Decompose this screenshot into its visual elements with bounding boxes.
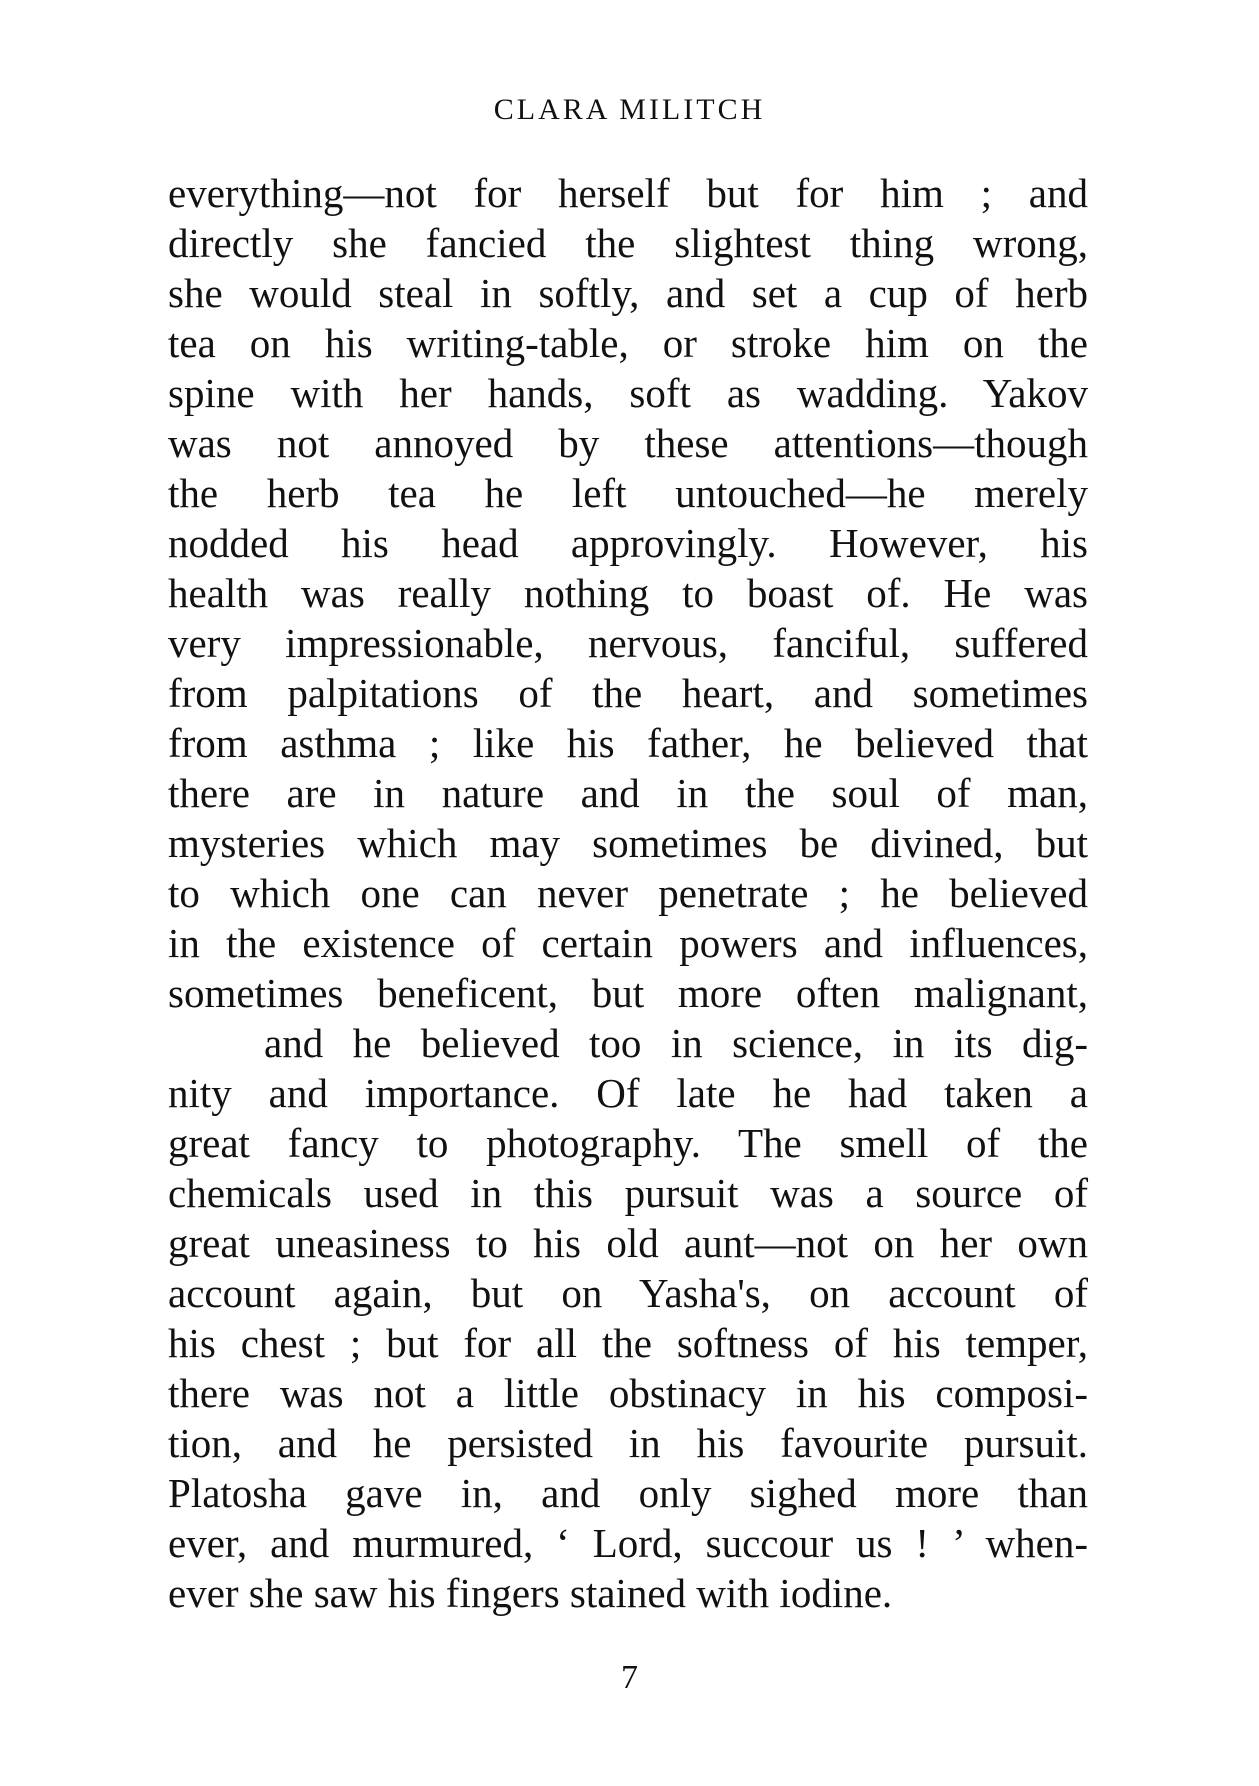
text-line: was not annoyed by these attentions—though bbox=[168, 420, 1088, 466]
text-line: sometimes beneficent, but more often malignant, bbox=[168, 970, 1088, 1016]
text-line: very impressionable, nervous, fanciful, suffered bbox=[168, 620, 1088, 666]
text-line: the herb tea he left untouched—he merely bbox=[168, 470, 1088, 516]
text-line: from palpitations of the heart, and sometimes bbox=[168, 670, 1088, 716]
paragraph-start-line: and he believed too in science, in its dig- bbox=[264, 1020, 1088, 1066]
text-line: his chest ; but for all the softness of his temper, bbox=[168, 1320, 1088, 1366]
body-text bbox=[168, 168, 1088, 1618]
text-line: directly she fancied the slightest thing wrong, bbox=[168, 220, 1088, 266]
text-line: Platosha gave in, and only sighed more than bbox=[168, 1470, 1088, 1516]
text-line: chemicals used in this pursuit was a source of bbox=[168, 1170, 1088, 1216]
text-line: to which one can never penetrate ; he believed bbox=[168, 870, 1088, 916]
running-title: CLARA MILITCH bbox=[493, 93, 766, 126]
text-line: there are in nature and in the soul of man, bbox=[168, 770, 1088, 816]
text-line: nity and importance. Of late he had taken a bbox=[168, 1070, 1088, 1116]
text-line: tion, and he persisted in his favourite pursuit. bbox=[168, 1420, 1088, 1466]
page-number: 7 bbox=[621, 1659, 638, 1696]
text-line: account again, but on Yasha's, on account of bbox=[168, 1270, 1088, 1316]
text-line: mysteries which may sometimes be divined, but bbox=[168, 820, 1088, 866]
text-line: health was really nothing to boast of. He was bbox=[168, 570, 1088, 616]
text-line: from asthma ; like his father, he believed that bbox=[168, 720, 1088, 766]
text-line: in the existence of certain powers and influences, bbox=[168, 920, 1088, 966]
text-line: spine with her hands, soft as wadding. Yakov bbox=[168, 370, 1088, 416]
text-line: great uneasiness to his old aunt—not on her own bbox=[168, 1220, 1088, 1266]
text-line: ever, and murmured, ‘ Lord, succour us ! ’ when- bbox=[168, 1520, 1088, 1566]
text-line: everything—not for herself but for him ; and bbox=[168, 170, 1088, 216]
text-line: nodded his head approvingly. However, his bbox=[168, 520, 1088, 566]
text-line: she would steal in softly, and set a cup of herb bbox=[168, 270, 1088, 316]
text-line: great fancy to photography. The smell of the bbox=[168, 1120, 1088, 1166]
text-line: there was not a little obstinacy in his composi- bbox=[168, 1370, 1088, 1416]
text-line: tea on his writing-table, or stroke him on the bbox=[168, 320, 1088, 366]
text-line: ever she saw his fingers stained with iodine. bbox=[168, 1570, 893, 1616]
